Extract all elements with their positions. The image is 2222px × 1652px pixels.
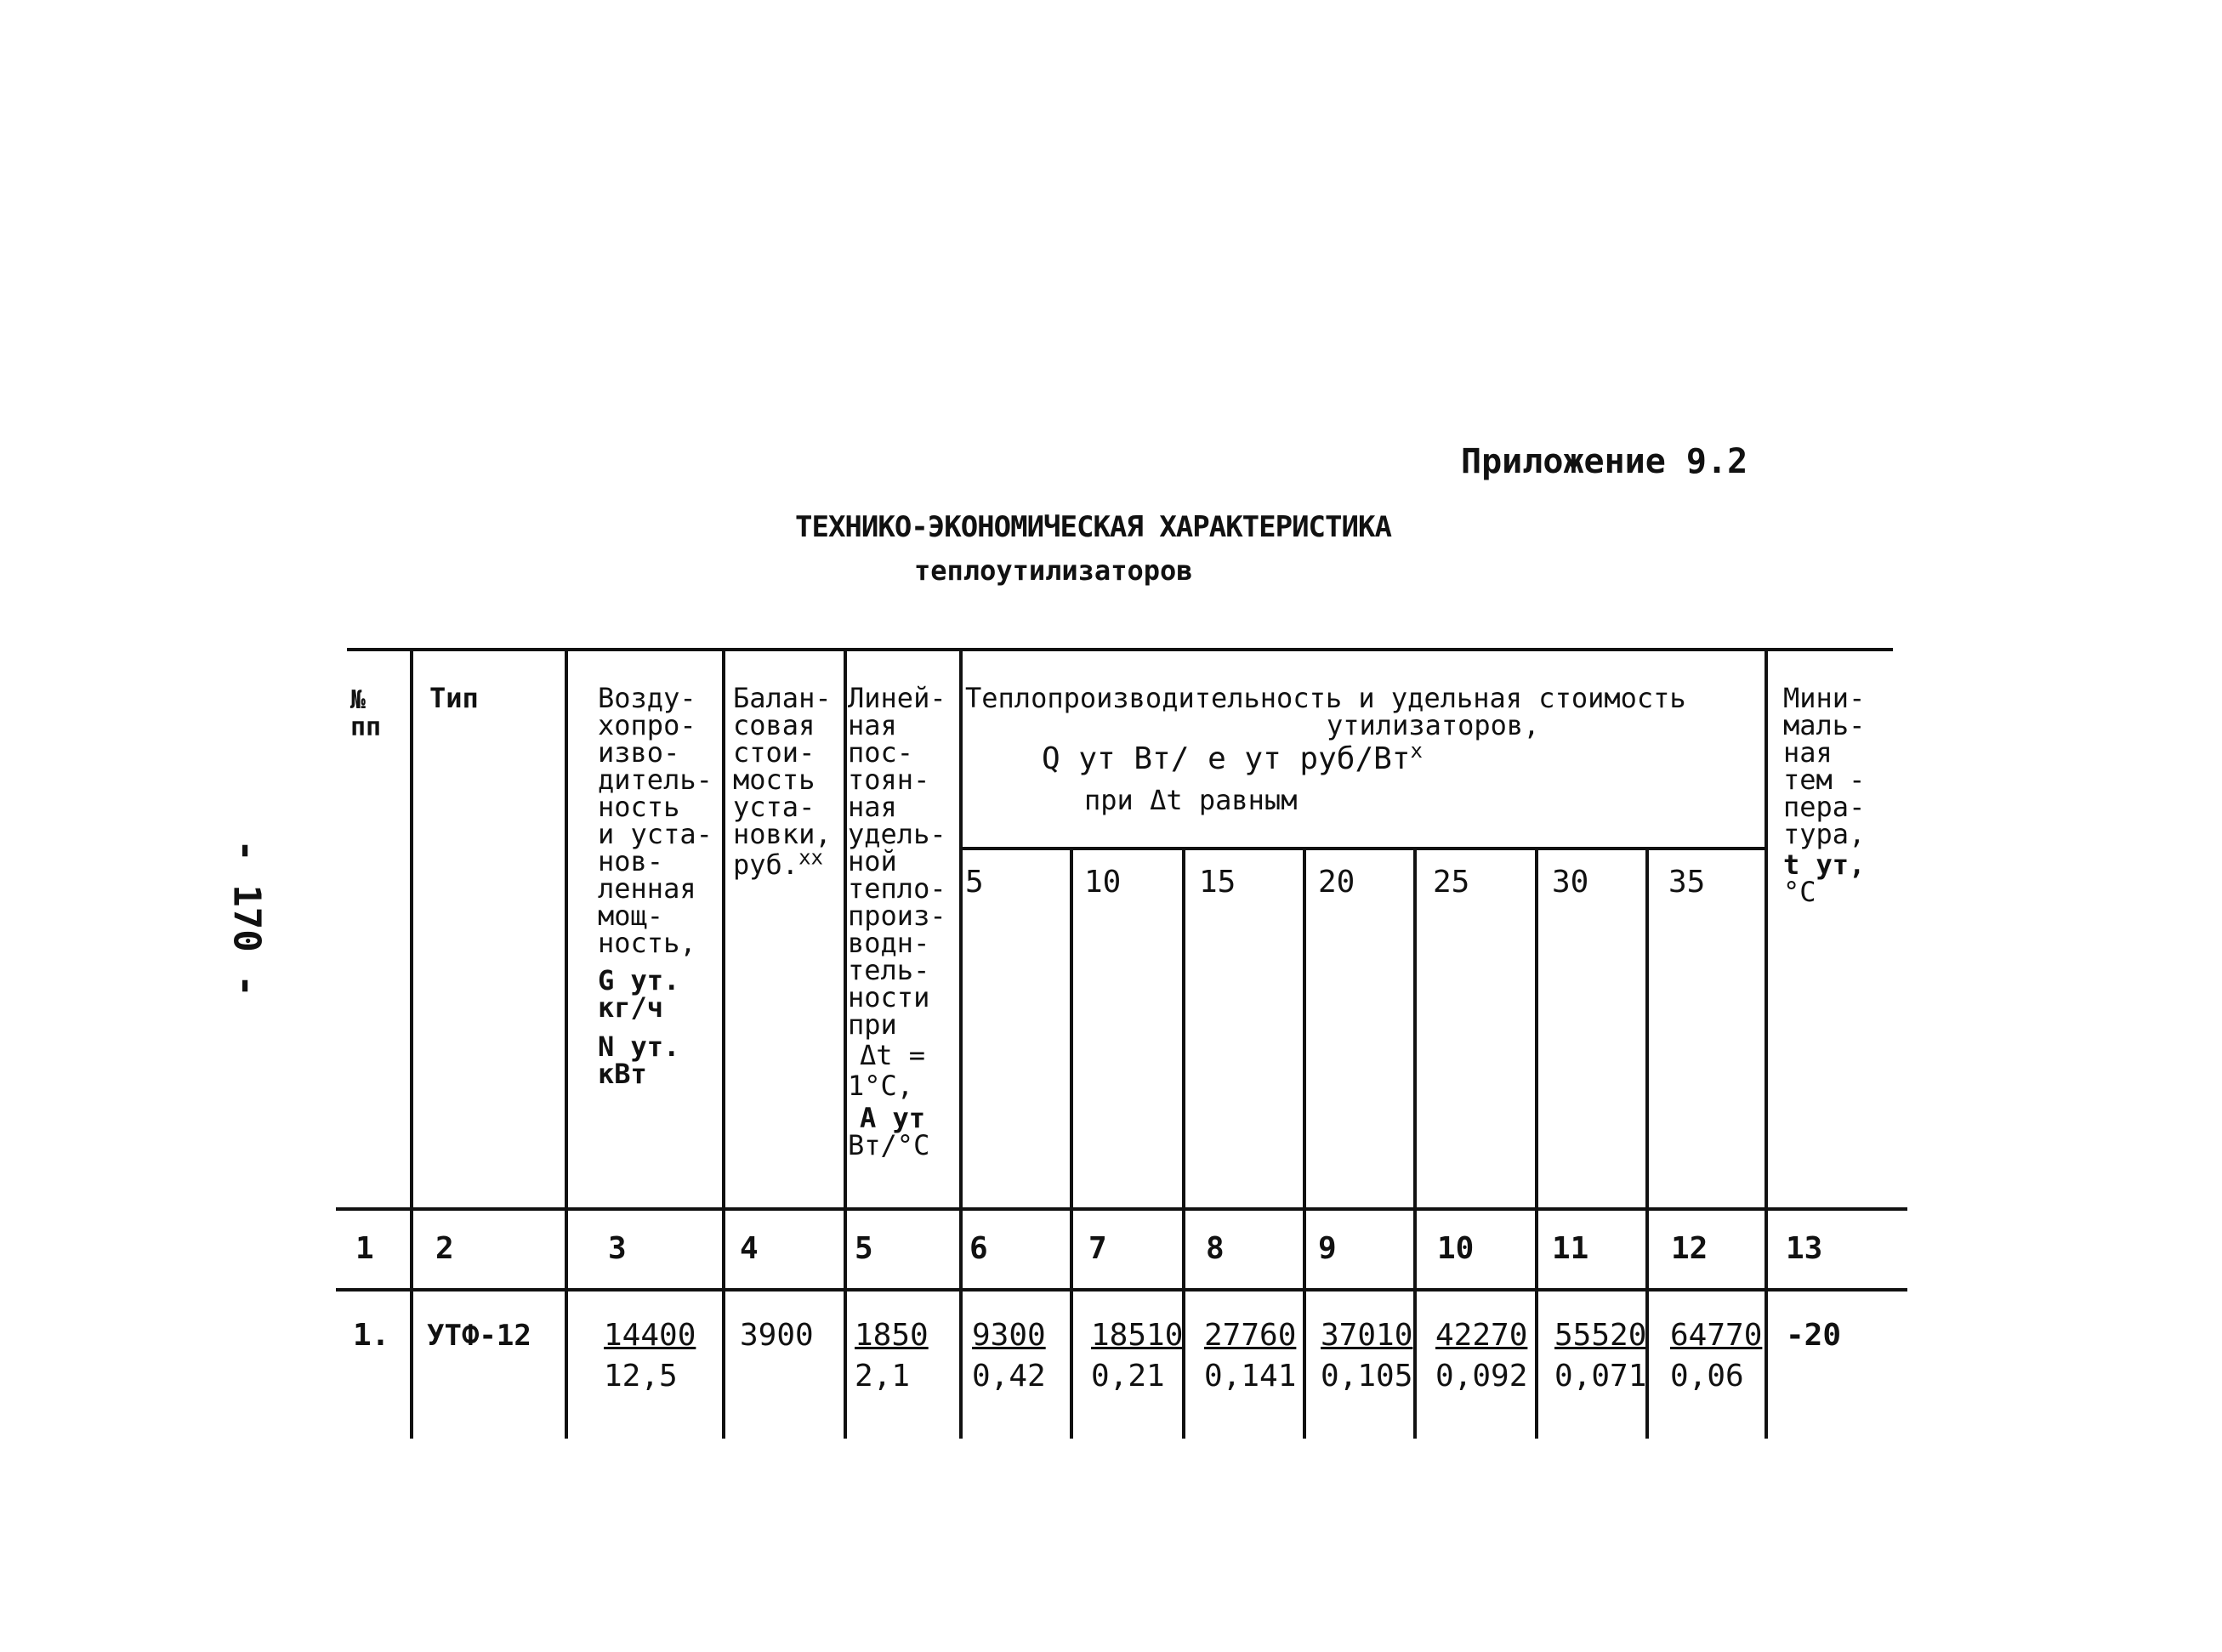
col-number-3: 3 — [608, 1231, 627, 1266]
row-air-capacity: 14400 12,5 — [604, 1318, 696, 1394]
row-number: 1. — [353, 1318, 390, 1353]
row-linear-output: 1850 2,1 — [855, 1318, 929, 1394]
dt-value-25: 25 — [1433, 865, 1470, 900]
col-divider-5 — [959, 648, 963, 1439]
header-linear-heat-output: Линей- ная пос- тоян- ная удель- ной тепло- произ- водн- тель- ности при Δt = 1°С, A ут Вт/°С — [848, 682, 946, 1161]
header-type: Тип — [429, 682, 479, 714]
col-divider-3 — [722, 648, 725, 1439]
row-balance-cost: 3900 — [740, 1318, 814, 1353]
dt-value-20: 20 — [1318, 865, 1355, 900]
col-number-11: 11 — [1552, 1231, 1589, 1266]
col-number-2: 2 — [435, 1231, 454, 1266]
row-dt25: 42270 0,092 — [1435, 1318, 1528, 1394]
col-number-4: 4 — [740, 1231, 759, 1266]
document-title: ТЕХНИКО-ЭКОНОМИЧЕСКАЯ ХАРАКТЕРИСТИКА — [795, 510, 1391, 544]
header-balance-cost: Балан- совая стои- мость уста- новки, руб.$^{хх}$ — [733, 682, 832, 881]
dt-value-30: 30 — [1552, 865, 1589, 900]
col-number-12: 12 — [1671, 1231, 1708, 1266]
dt-value-15: 15 — [1199, 865, 1236, 900]
dt-value-5: 5 — [965, 865, 984, 900]
col-number-10: 10 — [1437, 1231, 1475, 1266]
appendix-label: Приложение 9.2 — [1461, 442, 1748, 481]
header-bottom-rule — [336, 1207, 1907, 1211]
dt-value-10: 10 — [1084, 865, 1122, 900]
dt-value-35: 35 — [1668, 865, 1706, 900]
col-divider-6 — [1070, 847, 1073, 1439]
col-divider-10 — [1535, 847, 1538, 1439]
header-air-capacity: Возду- хопро- изво- дитель- ность и уста- нов- ленная мощ- ность, G ут. кг/ч N ут. кВт — [598, 682, 713, 1090]
col-divider-2 — [565, 648, 568, 1439]
col-divider-1 — [410, 648, 413, 1439]
col-number-13: 13 — [1786, 1231, 1823, 1266]
col-number-5: 5 — [855, 1231, 873, 1266]
document-subtitle: теплоутилизаторов — [914, 554, 1193, 587]
row-dt30: 55520 0,071 — [1554, 1318, 1647, 1394]
col-numbers-bottom-rule — [336, 1288, 1907, 1292]
col-number-1: 1 — [355, 1231, 374, 1266]
row-dt20: 37010 0,105 — [1321, 1318, 1413, 1394]
col-divider-9 — [1413, 847, 1417, 1439]
header-group-heat-output: Теплопроизводительность и удельная стоимость утилизаторов, Q ут Вт/ e ут руб/$Вт^х$ при Δt равным — [965, 682, 1686, 816]
row-dt15: 27760 0,141 — [1204, 1318, 1297, 1394]
col-number-9: 9 — [1318, 1231, 1337, 1266]
row-type: УТФ-12 — [427, 1319, 531, 1353]
col-divider-8 — [1303, 847, 1306, 1439]
col-divider-4 — [844, 648, 847, 1439]
row-dt35: 64770 0,06 — [1670, 1318, 1763, 1394]
col-number-6: 6 — [969, 1231, 988, 1266]
header-min-temperature: Мини- маль- ная тем - пера- тура, t ут, °С — [1783, 682, 1866, 908]
row-dt10: 18510 0,21 — [1091, 1318, 1184, 1394]
table-top-rule — [347, 648, 1893, 651]
col-divider-12 — [1765, 648, 1768, 1439]
row-dt5: 9300 0,42 — [972, 1318, 1046, 1394]
col-number-7: 7 — [1088, 1231, 1107, 1266]
row-min-temperature: -20 — [1786, 1318, 1842, 1353]
col-number-8: 8 — [1206, 1231, 1225, 1266]
page-number: - 170 - — [224, 839, 269, 997]
header-number: № пп — [350, 685, 382, 742]
